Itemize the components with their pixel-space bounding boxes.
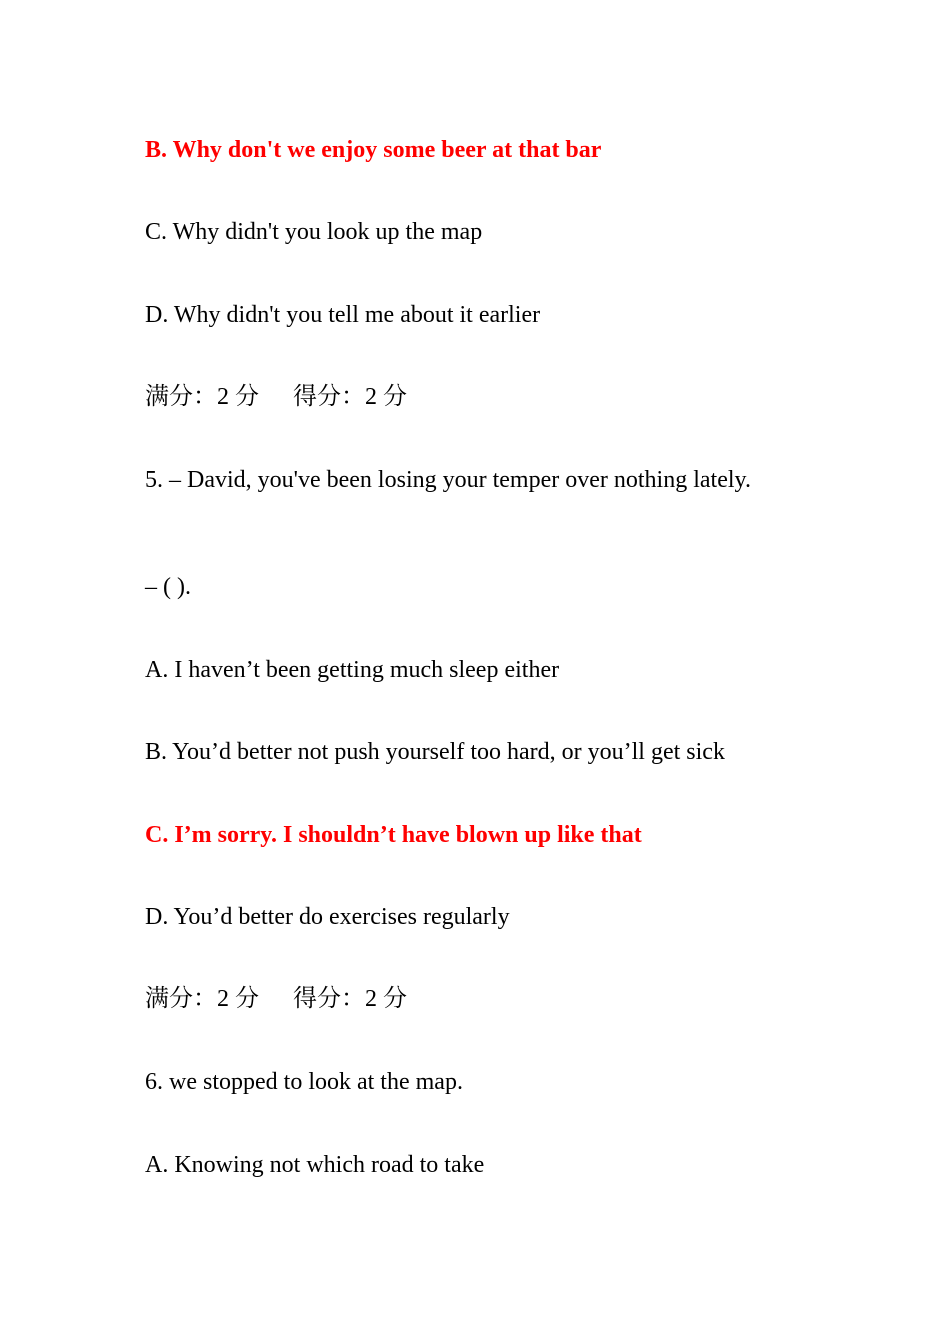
q5-earned-score: 得分：2 分 xyxy=(293,986,407,1012)
q5-option-c-correct: C. I’m sorry. I shouldn’t have blown up like that xyxy=(145,822,642,848)
q4-option-b-correct: B. Why don't we enjoy some beer at that bar xyxy=(145,137,602,163)
q4-score-line xyxy=(145,383,407,411)
question-6-prompt: 6. we stopped to look at the map. xyxy=(145,1069,463,1095)
q5-option-b: B. You’d better not push yourself too hard, or you’ll get sick xyxy=(145,739,725,765)
q5-score-line xyxy=(145,985,407,1013)
q4-full-score: 满分：2 分 xyxy=(145,384,259,410)
q4-earned-score: 得分：2 分 xyxy=(293,384,407,410)
question-5-prompt: 5. – David, you've been losing your temper over nothing lately. xyxy=(145,467,751,493)
q5-option-a: A. I haven’t been getting much sleep either xyxy=(145,657,560,683)
q6-option-a: A. Knowing not which road to take xyxy=(145,1152,485,1178)
q4-option-d: D. Why didn't you tell me about it earlier xyxy=(145,302,541,328)
q5-option-d: D. You’d better do exercises regularly xyxy=(145,904,510,930)
question-5-blank: – ( ). xyxy=(145,574,191,600)
q4-option-c: C. Why didn't you look up the map xyxy=(145,219,483,245)
q5-full-score: 满分：2 分 xyxy=(145,986,259,1012)
